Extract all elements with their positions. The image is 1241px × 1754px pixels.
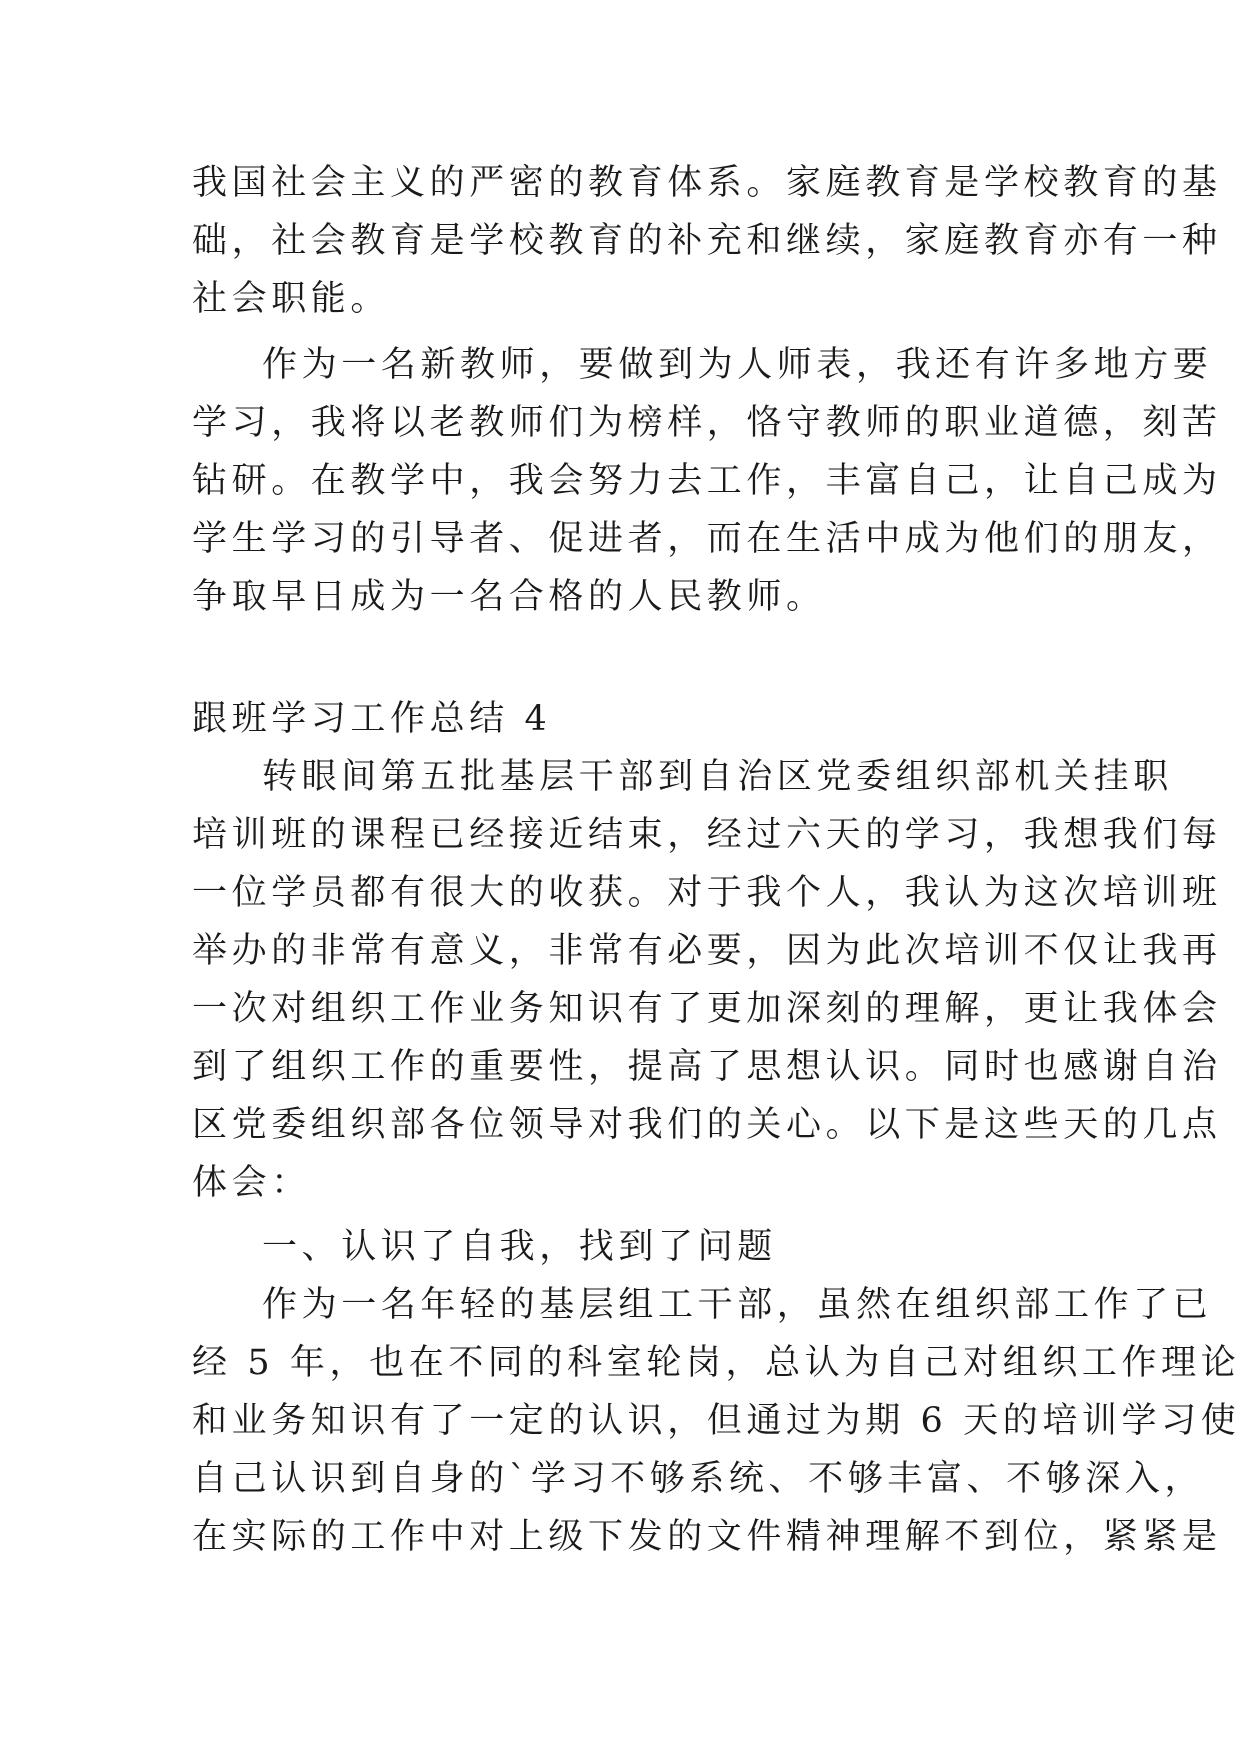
section-heading: 跟班学习工作总结 4 (192, 699, 552, 739)
text-line: 作为一名新教师，要做到为人师表，我还有许多地方要 (262, 345, 1213, 385)
text-line: 在实际的工作中对上级下发的文件精神理解不到位，紧紧是 (192, 1517, 1222, 1557)
text-line: 作为一名年轻的基层组工干部，虽然在组织部工作了已 (262, 1285, 1213, 1325)
subheading: 一、认识了自我，找到了问题 (262, 1227, 777, 1267)
text-line: 学生学习的引导者、促进者，而在生活中成为他们的朋友， (192, 519, 1222, 559)
document-body (192, 154, 1241, 1566)
text-line: 经 5 年，也在不同的科室轮岗，总认为自己对组织工作理论 (192, 1343, 1241, 1383)
text-line: 区党委组织部各位领导对我们的关心。以下是这些天的几点 (192, 1105, 1222, 1145)
text-line: 我国社会主义的严密的教育体系。家庭教育是学校教育的基 (192, 163, 1222, 203)
text-line: 础，社会教育是学校教育的补充和继续，家庭教育亦有一种 (192, 221, 1222, 261)
text-line: 培训班的课程已经接近结束，经过六天的学习，我想我们每 (192, 815, 1222, 855)
text-line: 转眼间第五批基层干部到自治区党委组织部机关挂职 (262, 757, 1173, 797)
section-gap (192, 626, 1072, 684)
text-line: 和业务知识有了一定的认识，但通过为期 6 天的培训学习使 (192, 1401, 1241, 1441)
text-line: 体会： (192, 1163, 311, 1203)
text-line: 一次对组织工作业务知识有了更加深刻的理解，更让我体会 (192, 989, 1222, 1029)
text-line: 争取早日成为一名合格的人民教师。 (192, 577, 826, 617)
text-line: 学习，我将以老教师们为榜样，恪守教师的职业道德，刻苦 (192, 403, 1222, 443)
text-line: 钻研。在教学中，我会努力去工作，丰富自己，让自己成为 (192, 461, 1222, 501)
text-line: 举办的非常有意义，非常有必要，因为此次培训不仅让我再 (192, 931, 1222, 971)
text-line: 自己认识到自身的`学习不够系统、不够丰富、不够深入， (192, 1459, 1205, 1499)
text-line: 到了组织工作的重要性，提高了思想认识。同时也感谢自治 (192, 1047, 1222, 1087)
text-line: 社会职能。 (192, 279, 391, 319)
text-line: 一位学员都有很大的收获。对于我个人，我认为这次培训班 (192, 873, 1222, 913)
